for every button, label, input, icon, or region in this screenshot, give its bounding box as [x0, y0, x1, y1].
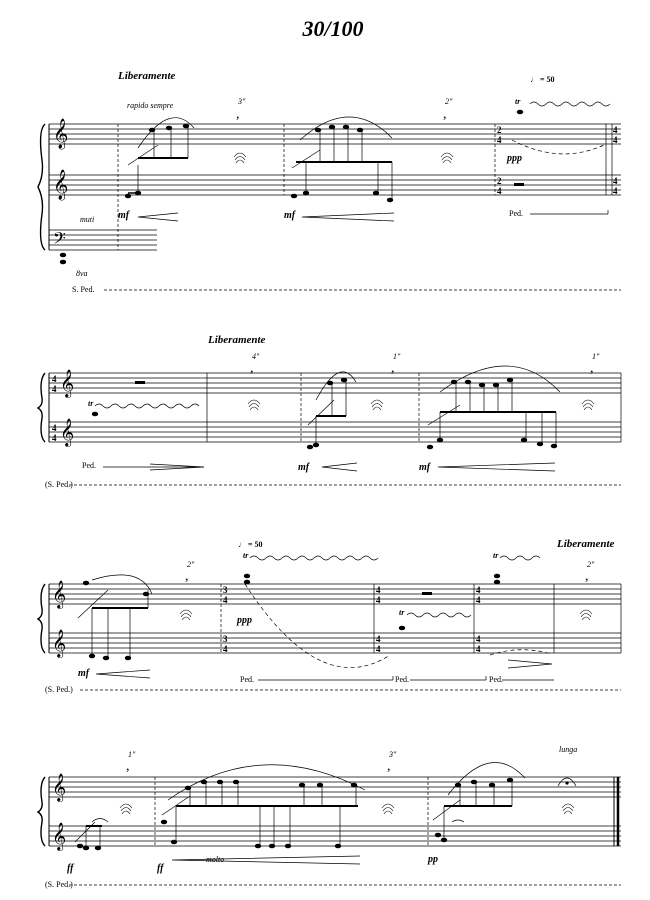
- staff-1-2: [49, 175, 621, 195]
- treble-clef-icon: 𝄞: [52, 580, 67, 608]
- treble-clef-icon: 𝄞: [53, 119, 69, 149]
- tsig-3e: 4: [376, 585, 381, 595]
- ped-1: Ped.: [509, 209, 523, 218]
- tsig-3b: 4: [223, 595, 228, 605]
- tsig-3f: 4: [376, 595, 381, 605]
- s-ped-1: S. Ped.: [72, 285, 95, 294]
- octave-mark: 8va: [76, 269, 88, 278]
- dyn-mf-1: mf: [118, 210, 130, 221]
- tsig-3c: 3: [223, 634, 228, 644]
- tsig-3g: 4: [376, 634, 381, 644]
- s-ped-3: (S. Ped.): [45, 685, 73, 694]
- ped-3: Ped.: [240, 675, 254, 684]
- treble-clef-icon: 𝄞: [60, 369, 75, 397]
- dur-1-c: 1": [128, 750, 136, 759]
- system-2-notes: [92, 378, 557, 450]
- dyn-ppp-2: ppp: [237, 615, 252, 626]
- expr-muti: muti: [80, 215, 95, 224]
- s-ped-4: (S. Ped.): [45, 880, 73, 889]
- tsig-3a: 3: [223, 585, 228, 595]
- dyn-mf-5: mf: [78, 668, 90, 679]
- treble-clef-icon: 𝄞: [52, 773, 67, 801]
- breath-mark: ,: [590, 361, 594, 376]
- tempo-liberamente-2: Liberamente: [208, 334, 266, 346]
- tsig-1e: 4: [613, 125, 618, 135]
- ped-4: Ped.: [395, 675, 409, 684]
- breath-mark: ,: [585, 569, 589, 584]
- tsig-2c: 4: [52, 423, 57, 433]
- tsig-1h: 4: [613, 186, 618, 196]
- treble-clef-icon: 𝄞: [60, 418, 75, 446]
- dur-1-a: 1": [393, 352, 401, 361]
- dyn-mf-4: mf: [419, 462, 431, 473]
- tsig-2d: 4: [52, 433, 57, 443]
- trill-2: tr: [88, 399, 94, 408]
- treble-clef-icon: 𝄞: [53, 170, 69, 200]
- dur-3-1: 3": [238, 97, 246, 106]
- system-3: [38, 556, 621, 690]
- dur-2-2: 2": [187, 560, 195, 569]
- treble-clef-icon: 𝄞: [52, 629, 67, 657]
- trill-4: tr: [399, 608, 405, 617]
- breath-mark: ,: [250, 361, 254, 376]
- tsig-3h: 4: [376, 644, 381, 654]
- tsig-1f: 4: [613, 135, 618, 145]
- breath-mark: ,: [391, 361, 395, 376]
- tsig-3d: 4: [223, 644, 228, 654]
- tempo-liberamente-1: Liberamente: [118, 70, 176, 82]
- breath-mark: ,: [236, 107, 240, 122]
- tsig-1a: 2: [497, 125, 502, 135]
- tempo-liberamente-3: Liberamente: [557, 538, 615, 550]
- dur-2-1: 2": [445, 97, 453, 106]
- system-4-notes: [77, 778, 569, 851]
- breath-mark: ,: [387, 759, 391, 774]
- trill-5: tr: [493, 551, 499, 560]
- dyn-ff-2: ff: [157, 863, 164, 874]
- dur-3-2: 3": [389, 750, 397, 759]
- tsig-1g: 4: [613, 176, 618, 186]
- ped-2: Ped.: [82, 461, 96, 470]
- tsig-2a: 4: [52, 374, 57, 384]
- metronome-1: ♩ = 50: [530, 75, 555, 84]
- dyn-ff-1: ff: [67, 863, 74, 874]
- system-4: [38, 762, 621, 885]
- expr-molto: molto: [206, 855, 225, 864]
- dyn-ppp-1: ppp: [507, 153, 522, 164]
- tsig-1b: 4: [497, 135, 502, 145]
- dur-4: 4": [252, 352, 260, 361]
- trill-1: tr: [515, 97, 521, 106]
- s-ped-2: (S. Ped.): [45, 480, 73, 489]
- dur-1-b: 1": [592, 352, 600, 361]
- expr-rapido-sempre: rapido sempre: [127, 101, 174, 110]
- tsig-2b: 4: [52, 384, 57, 394]
- tsig-3l: 4: [476, 644, 481, 654]
- fermata-icon: [248, 400, 594, 410]
- ped-5: Ped.: [489, 675, 503, 684]
- dyn-mf-2: mf: [284, 210, 296, 221]
- treble-clef-icon: 𝄞: [52, 822, 67, 850]
- trill-3: tr: [243, 551, 249, 560]
- tsig-3i: 4: [476, 585, 481, 595]
- tempo-lunga: lunga: [559, 745, 578, 754]
- breath-mark: ,: [185, 569, 189, 584]
- tsig-3j: 4: [476, 595, 481, 605]
- system-1-notes: [60, 110, 524, 265]
- bass-clef-icon: 𝄢: [53, 228, 66, 252]
- breath-mark: ,: [126, 759, 130, 774]
- breath-mark: ,: [443, 107, 447, 122]
- tsig-1c: 2: [497, 176, 502, 186]
- page-title: 30/100: [302, 16, 364, 41]
- tsig-3k: 4: [476, 634, 481, 644]
- dyn-mf-3: mf: [298, 462, 310, 473]
- system-3-notes: [83, 574, 500, 661]
- dyn-pp: pp: [428, 854, 438, 865]
- dur-2-3: 2": [587, 560, 595, 569]
- tsig-1d: 4: [497, 186, 502, 196]
- metronome-2: ♩ = 50: [238, 540, 263, 549]
